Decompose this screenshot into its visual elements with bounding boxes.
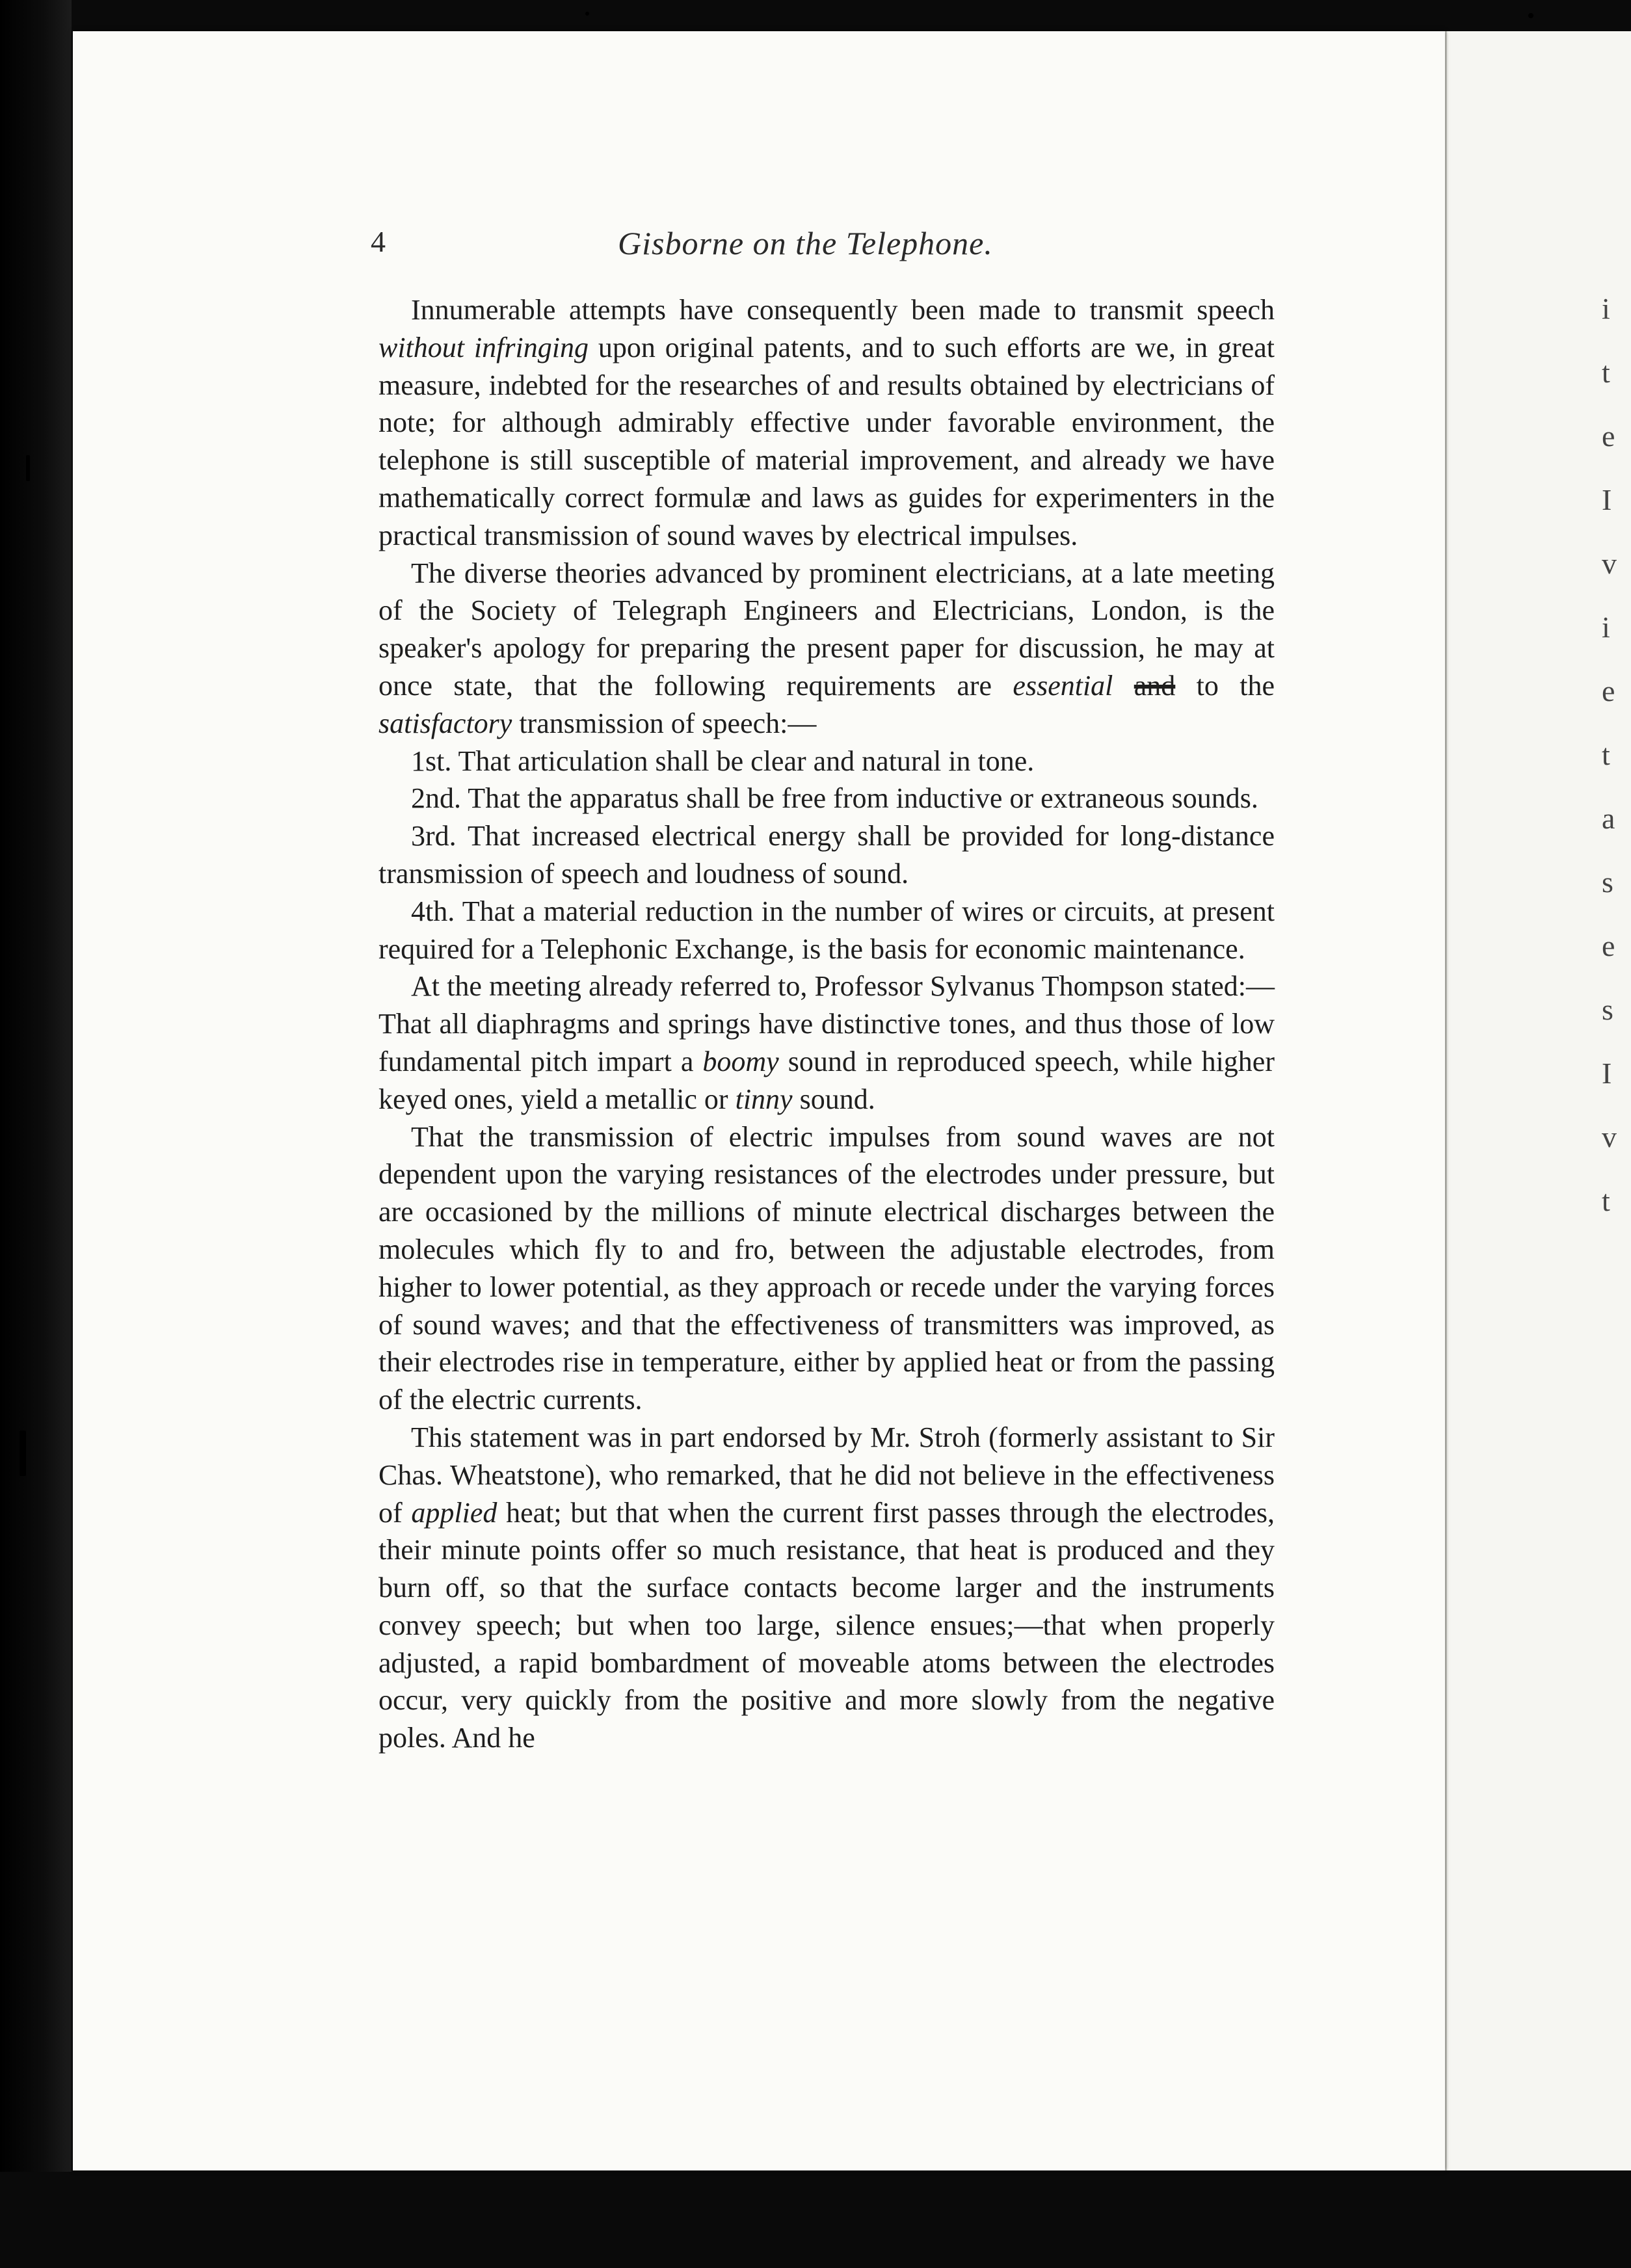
adjacent-page-fragment: t [1602,1184,1610,1217]
adjacent-page-fragment: t [1602,356,1610,389]
text-run: heat; but that when the current first passes through the electrodes, their minute points offer so much resistance, that heat is produced and they burn off, so that the surface contacts become larger and the instruments convey speech; but when too large, silence ensues;—that when properly adjusted, a rapid bombardment of moveable atoms between the electrodes occur, very quickly from the positive and more slowly from the negative poles. And he [378,1496,1275,1754]
paragraph [378,968,1275,1118]
running-title: Gisborne on the Telephone. [618,225,993,261]
text-run: to the [1175,669,1275,702]
italic-text: essential [1013,669,1113,702]
body-text [378,291,1275,1757]
text-run: This statement was in part endorsed by Mr. Stroh (formerly assistant to Sir Chas. Wheatstone), who remarked, that he did not believe in the effectiveness of [378,1421,1275,1529]
adjacent-page-fragment: s [1602,993,1613,1026]
text-run [1113,670,1134,702]
paragraph [378,1419,1275,1757]
text-run: That the transmission of electric impulses from sound waves are not dependent upon the varying resistances of the electrodes under pressure, but are occasioned by the millions of minute electrical discharges between the molecules which fly to and fro, between the adjustable electrodes, from higher to lower potential, as they approach or recede under the varying forces of sound waves; and that the effectiveness of transmitters was improved, as their electrodes rise in temperature, either by applied heat or from the passing of the electric currents. [378,1120,1275,1416]
text-run: sound. [792,1083,875,1115]
text-run: 1st. That articulation shall be clear and natural in tone. [411,745,1035,777]
paragraph [378,291,1275,555]
adjacent-page-fragment: i [1602,292,1610,325]
paragraph [378,817,1275,893]
adjacent-page-fragment: s [1602,865,1613,899]
text-run: transmission of speech:— [512,707,817,739]
italic-text: satisfactory [378,707,512,739]
text-run: The diverse theories advanced by prominent electricians, at a late meeting of the Society of Telegraph Engineers and Electricians, London, is the speaker's apology for preparing the present paper for discussion, he may at once state, that the following requirements are [378,557,1275,702]
paragraph [378,1118,1275,1419]
scan-speck [585,12,589,16]
paragraph [378,893,1275,968]
scan-bottom-edge [0,2172,1631,2268]
text-run: 4th. That a material reduction in the number of wires or circuits, at present required for a Telephonic Exchange, is the basis for economic maintenance. [378,895,1275,965]
text-run: sound in reproduced speech, while higher keyed ones, yield a metallic or [378,1045,1275,1115]
text-run: Innumerable attempts have consequently been made to transmit speech [411,294,1275,326]
italic-text: without infringing [378,331,589,363]
adjacent-page-fragment: e [1602,674,1615,707]
scan-left-edge [0,0,72,2268]
adjacent-page-fragment: v [1602,1120,1617,1154]
text-run: 2nd. That the apparatus shall be free from inductive or extraneous sounds. [411,782,1258,815]
page-number: 4 [371,225,386,258]
adjacent-page-fragment: e [1602,929,1615,962]
adjacent-page [1445,31,1631,2170]
scan-top-edge [0,0,1631,33]
paragraph [378,780,1275,817]
italic-text: applied [411,1496,497,1529]
adjacent-page-fragment: I [1602,1057,1612,1090]
text-run: upon original patents, and to such efforts are we, in great measure, indebted for the researches of and results obtained by electricians of note; for although admirably effective under favorable environment, the telephone is still susceptible of material improvement, and already we have mathematically correct formulæ and laws as guides for experimenters in the practical transmission of sound waves by electrical impulses. [378,331,1275,551]
running-head [371,224,1268,270]
adjacent-page-fragment: a [1602,802,1615,835]
paragraph [378,555,1275,743]
adjacent-page-fragment: t [1602,738,1610,771]
adjacent-page-fragment: e [1602,419,1615,453]
adjacent-page-fragment: i [1602,611,1610,644]
text-run: At the meeting already referred to, Professor Sylvanus Thompson stated:—That all diaphragms and springs have distinctive tones, and thus those of low fundamental pitch impart a [378,970,1275,1077]
adjacent-page-fragment: I [1602,483,1612,516]
italic-text: boomy [702,1045,779,1077]
scan-speck [26,455,30,481]
scan-speck [1528,13,1533,18]
paragraph [378,743,1275,780]
adjacent-page-fragment: v [1602,547,1617,580]
text-run: 3rd. That increased electrical energy shall be provided for long-distance transmission of speech and loudness of sound. [378,820,1275,890]
struck-text: and [1134,669,1176,702]
scan-speck [20,1431,26,1476]
italic-text: tinny [735,1083,793,1115]
